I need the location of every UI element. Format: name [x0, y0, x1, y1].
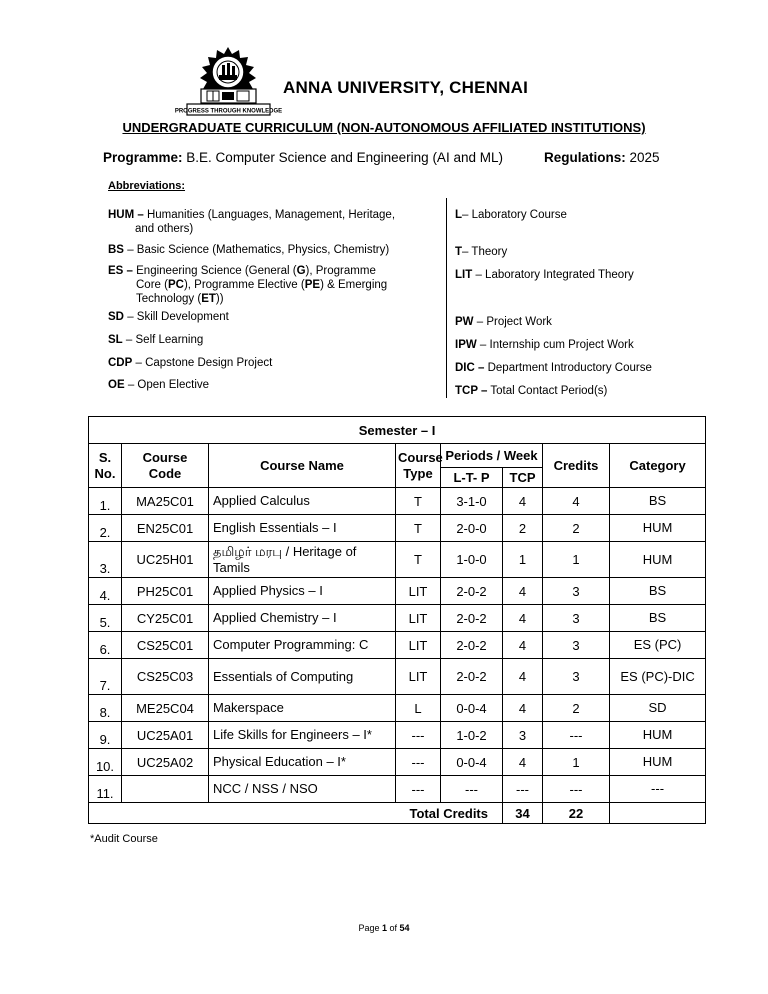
table-row — [89, 515, 706, 542]
table-row — [89, 488, 706, 515]
row-tcp: 4 — [503, 749, 543, 776]
abbr-lit: LIT – Laboratory Integrated Theory — [455, 269, 634, 281]
row-sno: 7. — [89, 659, 122, 695]
row-course-type: T — [396, 542, 441, 578]
row-course-name: Applied Chemistry – I — [209, 605, 396, 632]
abbr-cdp: CDP – Capstone Design Project — [108, 357, 273, 369]
abbr-bs: BS – Basic Science (Mathematics, Physics, Chemistry) — [108, 244, 390, 256]
row-sno: 4. — [89, 578, 122, 605]
row-course-name: Essentials of Computing — [209, 659, 396, 695]
table-row — [89, 659, 706, 695]
row-ltp: 0-0-4 — [441, 749, 503, 776]
row-category: ES (PC) — [610, 632, 706, 659]
abbr-l: L– Laboratory Course — [455, 209, 567, 221]
row-credits: 3 — [543, 605, 610, 632]
abbr-tcp: TCP – Total Contact Period(s) — [455, 385, 608, 397]
total-category-empty — [610, 803, 706, 824]
row-tcp: 4 — [503, 578, 543, 605]
row-category: BS — [610, 605, 706, 632]
row-tcp: 4 — [503, 632, 543, 659]
regulations-value: 2025 — [629, 150, 660, 165]
semester-heading: Semester – I — [89, 417, 706, 444]
abbr-sl: SL – Self Learning — [108, 334, 204, 346]
table-row — [89, 605, 706, 632]
row-credits: 3 — [543, 578, 610, 605]
row-credits: 1 — [543, 542, 610, 578]
row-credits: 2 — [543, 515, 610, 542]
regulations-line — [544, 150, 660, 165]
row-course-type: LIT — [396, 578, 441, 605]
row-course-name: Physical Education – I* — [209, 749, 396, 776]
total-credits-label: Total Credits — [89, 803, 503, 824]
row-category: ES (PC)-DIC — [610, 659, 706, 695]
row-sno: 10. — [89, 749, 122, 776]
semester-table — [88, 416, 706, 824]
row-course-code: UC25A02 — [122, 749, 209, 776]
row-course-name: English Essentials – I — [209, 515, 396, 542]
row-course-name: Applied Calculus — [209, 488, 396, 515]
row-ltp: 2-0-2 — [441, 659, 503, 695]
programme-value: B.E. Computer Science and Engineering (AI and ML) — [186, 150, 503, 165]
audit-footnote: *Audit Course — [90, 833, 158, 845]
row-category: HUM — [610, 722, 706, 749]
header-credits: Credits — [543, 444, 610, 488]
row-course-name: தமிழர் மரபு / Heritage of Tamils — [209, 542, 396, 578]
header-course-type: Course Type — [396, 444, 441, 488]
header-tcp: TCP — [503, 468, 543, 488]
row-category: HUM — [610, 515, 706, 542]
row-course-code: MA25C01 — [122, 488, 209, 515]
row-course-name: NCC / NSS / NSO — [209, 776, 396, 803]
row-course-code: ME25C04 — [122, 695, 209, 722]
row-tcp: 4 — [503, 695, 543, 722]
row-ltp: 1-0-0 — [441, 542, 503, 578]
row-sno: 8. — [89, 695, 122, 722]
header-ltp: L-T- P — [441, 468, 503, 488]
abbr-pw: PW – Project Work — [455, 316, 552, 328]
row-sno: 11. — [89, 776, 122, 803]
row-ltp: --- — [441, 776, 503, 803]
row-course-code: EN25C01 — [122, 515, 209, 542]
row-course-code: PH25C01 — [122, 578, 209, 605]
row-category: HUM — [610, 542, 706, 578]
row-course-type: L — [396, 695, 441, 722]
logo-motto: PROGRESS THROUGH KNOWLEDGE — [174, 108, 283, 115]
abbr-oe: OE – Open Elective — [108, 379, 210, 391]
table-row — [89, 776, 706, 803]
university-title: ANNA UNIVERSITY, CHENNAI — [283, 78, 529, 97]
row-category: SD — [610, 695, 706, 722]
abbr-t: T– Theory — [455, 246, 508, 258]
row-course-name: Makerspace — [209, 695, 396, 722]
row-course-type: --- — [396, 776, 441, 803]
row-sno: 1. — [89, 488, 122, 515]
table-row — [89, 632, 706, 659]
row-credits: 3 — [543, 632, 610, 659]
row-ltp: 2-0-0 — [441, 515, 503, 542]
row-course-code: UC25H01 — [122, 542, 209, 578]
programme-line — [103, 150, 503, 165]
row-tcp: 3 — [503, 722, 543, 749]
header-course-code: Course Code — [122, 444, 209, 488]
row-course-code: CS25C01 — [122, 632, 209, 659]
abbr-es: ES – Engineering Science (General (G), Programme Core (PC), Programme Elective (PE) & Emerging Technology (ET)) — [108, 265, 388, 305]
row-course-type: LIT — [396, 632, 441, 659]
row-ltp: 3-1-0 — [441, 488, 503, 515]
row-course-type: --- — [396, 749, 441, 776]
row-credits: 2 — [543, 695, 610, 722]
row-course-name: Applied Physics – I — [209, 578, 396, 605]
header-category: Category — [610, 444, 706, 488]
abbr-hum: HUM – Humanities (Languages, Management, Heritage, and others) — [108, 209, 396, 235]
abbreviations-divider — [446, 198, 447, 398]
table-row — [89, 722, 706, 749]
row-credits: --- — [543, 776, 610, 803]
row-credits: 3 — [543, 659, 610, 695]
row-course-code: UC25A01 — [122, 722, 209, 749]
row-ltp: 2-0-2 — [441, 632, 503, 659]
row-tcp: 4 — [503, 488, 543, 515]
row-course-type: LIT — [396, 659, 441, 695]
row-tcp: --- — [503, 776, 543, 803]
page-number: Page 1 of 54 — [358, 923, 410, 933]
header-periods: Periods / Week — [441, 444, 543, 468]
row-category: --- — [610, 776, 706, 803]
row-tcp: 1 — [503, 542, 543, 578]
row-ltp: 2-0-2 — [441, 605, 503, 632]
row-tcp: 4 — [503, 605, 543, 632]
row-ltp: 2-0-2 — [441, 578, 503, 605]
regulations-label: Regulations: — [544, 150, 626, 165]
table-row — [89, 542, 706, 578]
row-course-type: LIT — [396, 605, 441, 632]
row-course-code — [122, 776, 209, 803]
row-category: BS — [610, 488, 706, 515]
table-row — [89, 749, 706, 776]
row-credits: --- — [543, 722, 610, 749]
table-row — [89, 578, 706, 605]
row-category: HUM — [610, 749, 706, 776]
row-tcp: 4 — [503, 659, 543, 695]
header-sno: S. No. — [89, 444, 122, 488]
row-tcp: 2 — [503, 515, 543, 542]
row-ltp: 1-0-2 — [441, 722, 503, 749]
row-sno: 5. — [89, 605, 122, 632]
row-course-type: --- — [396, 722, 441, 749]
row-sno: 3. — [89, 542, 122, 578]
row-course-code: CY25C01 — [122, 605, 209, 632]
row-sno: 9. — [89, 722, 122, 749]
row-course-code: CS25C03 — [122, 659, 209, 695]
abbreviations-heading: Abbreviations: — [108, 180, 186, 192]
row-course-name: Life Skills for Engineers – I* — [209, 722, 396, 749]
abbr-sd: SD – Skill Development — [108, 311, 229, 323]
row-credits: 4 — [543, 488, 610, 515]
row-sno: 6. — [89, 632, 122, 659]
abbr-ipw: IPW – Internship cum Project Work — [455, 339, 634, 351]
abbr-dic: DIC – Department Introductory Course — [455, 362, 652, 374]
row-ltp: 0-0-4 — [441, 695, 503, 722]
header-course-name: Course Name — [209, 444, 396, 488]
table-row — [89, 695, 706, 722]
university-logo — [174, 45, 283, 117]
row-sno: 2. — [89, 515, 122, 542]
row-course-type: T — [396, 515, 441, 542]
total-credits: 22 — [543, 803, 610, 824]
row-course-name: Computer Programming: C — [209, 632, 396, 659]
total-tcp: 34 — [503, 803, 543, 824]
curriculum-title: UNDERGRADUATE CURRICULUM (NON-AUTONOMOUS AFFILIATED INSTITUTIONS) — [122, 120, 646, 135]
programme-label: Programme: — [103, 150, 183, 165]
row-category: BS — [610, 578, 706, 605]
row-course-type: T — [396, 488, 441, 515]
row-credits: 1 — [543, 749, 610, 776]
